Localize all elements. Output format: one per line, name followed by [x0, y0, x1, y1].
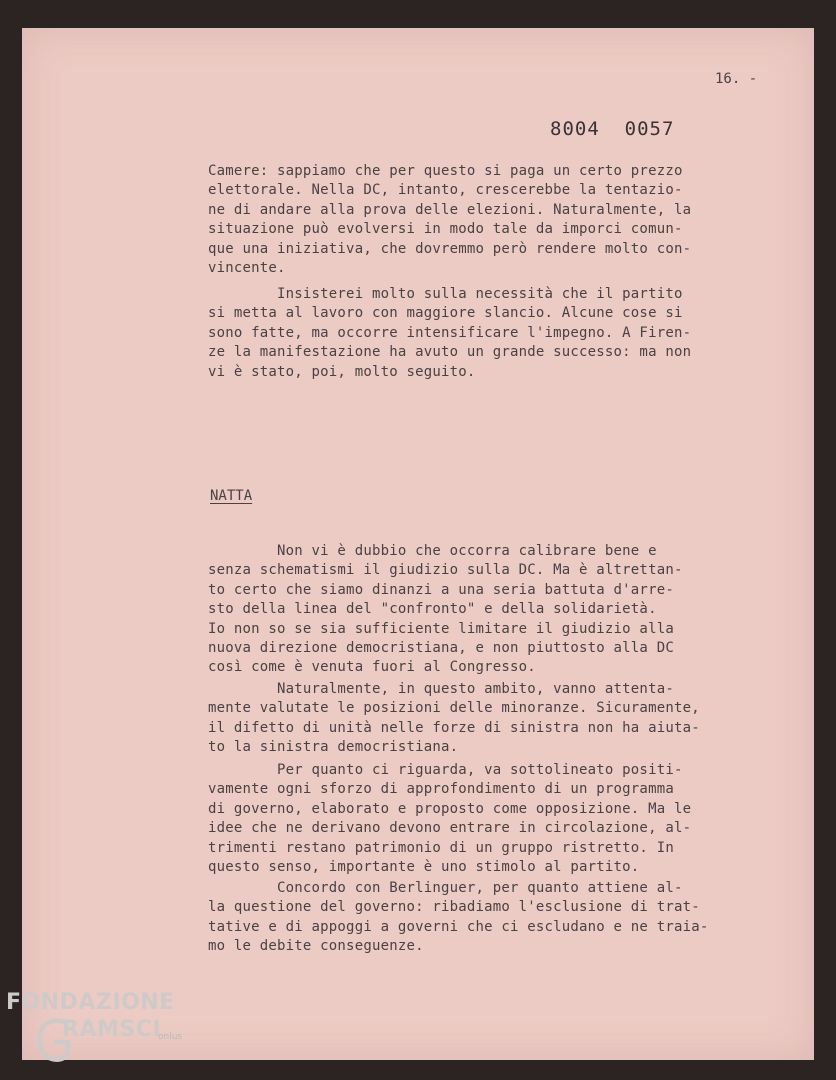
paragraph-1: Camere: sappiamo che per questo si paga un certo prezzo elettorale. Nella DC, intanto, crescerebbe la tentazio- ne di andare alla prova delle elezioni. Naturalmente, la situazione può evolversi in modo tale da imporci comun- que una iniziativa, che dovremmo però rendere molto con- vincente.	[208, 163, 692, 277]
paragraph-4: Naturalmente, in questo ambito, vanno attenta- mente valutate le posizioni delle minoranze. Sicuramente, il difetto di unità nelle forze di sinistra non ha aiuta- to la sinistra democristiana.	[208, 681, 700, 756]
page-number: 16. -	[715, 71, 758, 87]
watermark-line2: RAMSCI	[62, 1017, 162, 1042]
watermark-suffix: onlus	[158, 1032, 183, 1042]
paragraph-6: Concordo con Berlinguer, per quanto attiene al- la questione del governo: ribadiamo l'esclusione di trat- tative e di appoggi a governi che ci escludano e ne traia- mo le debite conseguenze.	[208, 880, 709, 955]
paragraph-3: Non vi è dubbio che occorra calibrare bene e senza schematismi il giudizio sulla DC. Ma è altrettan- to certo che siamo dinanzi a una seria battuta d'arre- sto della linea del "confronto" e della solidarietà. Io non so se sia sufficiente limitare il giudizio alla nuova direzione democristiana, e non piuttosto alla DC così come è venuta fuori al Congresso.	[208, 543, 683, 676]
paragraph-2: Insisterei molto sulla necessità che il partito si metta al lavoro con maggiore slancio. Alcune cose si sono fatte, ma occorre intensificare l'impegno. A Firen- ze la manifestazione ha avuto un grande successo: ma non vi è stato, poi, molto seguito.	[208, 286, 692, 380]
paragraph-5: Per quanto ci riguarda, va sottolineato positi- vamente ogni sforzo di approfondimento di un programma di governo, elaborato e proposto come opposizione. Ma le idee che ne derivano devono entrare in circolazione, al- trimenti restano patrimonio di un gruppo ristretto. In questo senso, importante è uno stimolo al partito.	[208, 762, 692, 876]
speaker-heading: NATTA	[210, 488, 253, 504]
archive-code: 8004 0057	[550, 118, 675, 140]
fondazione-gramsci-watermark	[6, 990, 183, 1042]
watermark-line1: FONDAZIONE	[6, 990, 175, 1015]
